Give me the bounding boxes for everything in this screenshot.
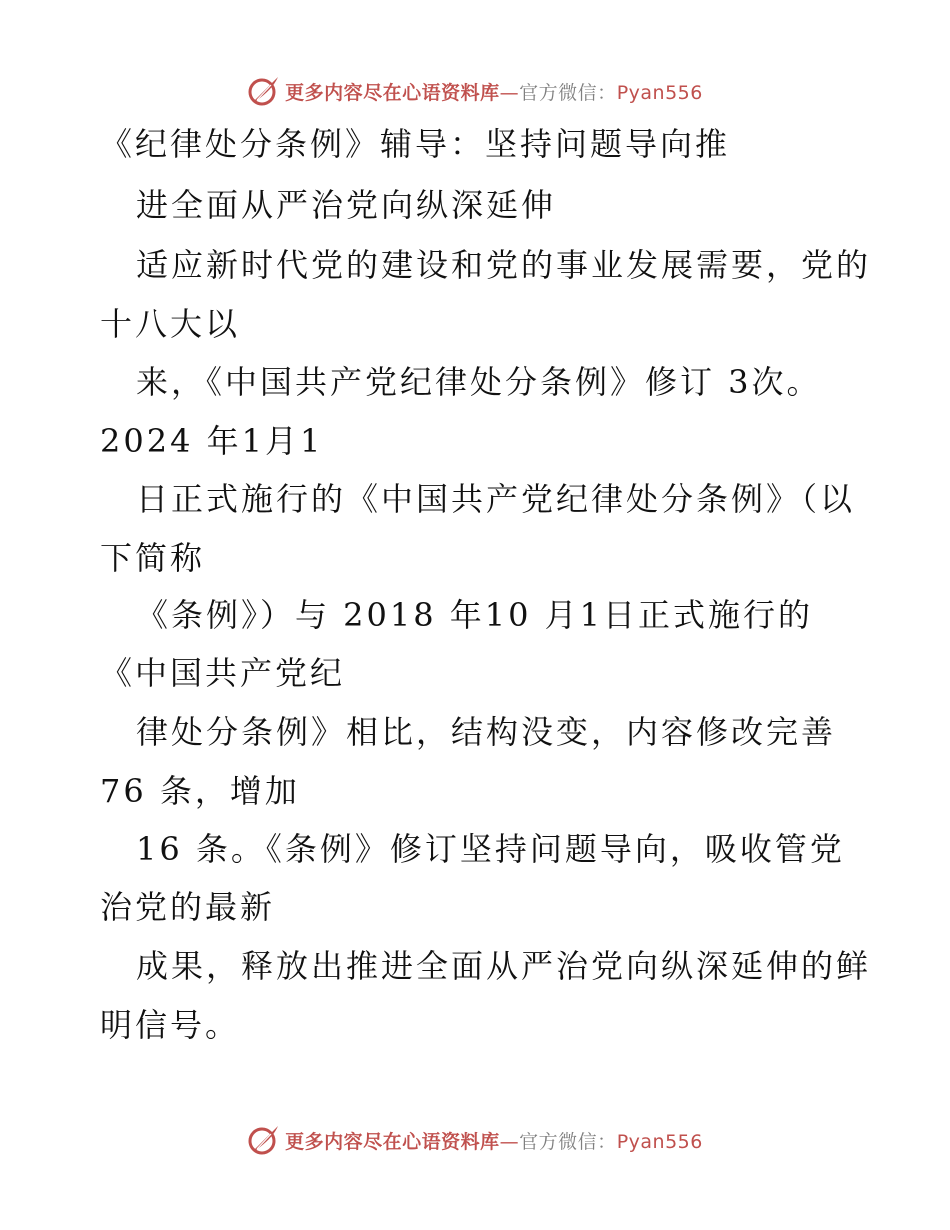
text-line: 成果，释放出推进全面从严治党向纵深延伸的鲜 — [136, 947, 872, 985]
text-line: 《条例》）与 2018 年10 月1日正式施行的 — [136, 596, 814, 634]
watermark-official-label: 官方微信： — [519, 1130, 617, 1153]
watermark-dash: — — [499, 81, 520, 104]
text-line: 日正式施行的《中国共产党纪律处分条例》（以 — [136, 480, 856, 518]
text-line: 明信号。 — [100, 1006, 241, 1044]
header-watermark — [0, 71, 950, 111]
text-line: 《中国共产党纪 — [100, 654, 346, 692]
text-line: 2024 年1月1 — [100, 422, 324, 460]
document-title-line-2: 进全面从严治党向纵深延伸 — [136, 186, 557, 224]
text-line: 16 条。《条例》修订坚持问题导向，吸收管党 — [136, 830, 845, 868]
footer-watermark — [0, 1120, 950, 1160]
feather-pen-logo-icon — [247, 1123, 281, 1157]
text-line: 适应新时代党的建设和党的事业发展需要，党的 — [136, 246, 872, 284]
document-title-line-1: 《纪律处分条例》辅导：坚持问题导向推 — [100, 125, 731, 163]
watermark-dash: — — [499, 1130, 520, 1153]
watermark-brand: 更多内容尽在心语资料库 — [285, 81, 500, 104]
watermark-official-label: 官方微信： — [519, 81, 617, 104]
watermark-account: Pyan556 — [616, 1130, 703, 1153]
text-line: 治党的最新 — [100, 888, 276, 926]
text-line: 来，《中国共产党纪律处分条例》修订 3次。 — [136, 363, 822, 401]
watermark-text — [285, 78, 703, 105]
text-line: 76 条，增加 — [100, 772, 300, 810]
watermark-text — [285, 1127, 703, 1154]
text-line: 十八大以 — [100, 305, 241, 343]
text-line: 下简称 — [100, 539, 206, 577]
feather-pen-logo-icon — [247, 74, 281, 108]
text-line: 律处分条例》相比，结构没变，内容修改完善 — [136, 713, 837, 751]
watermark-brand: 更多内容尽在心语资料库 — [285, 1130, 500, 1153]
watermark-account: Pyan556 — [616, 81, 703, 104]
